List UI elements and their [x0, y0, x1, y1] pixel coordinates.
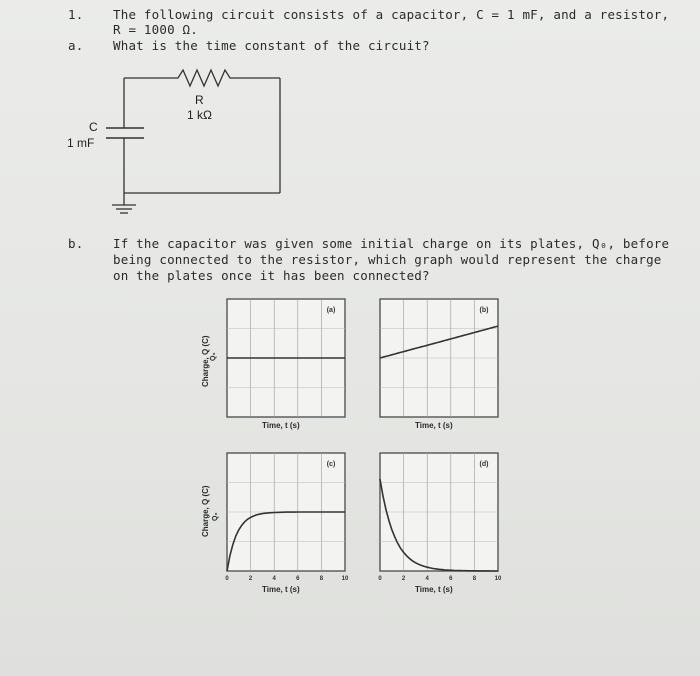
q0-label-bottom: Q₀	[212, 512, 219, 521]
question-number: 1.	[68, 7, 84, 22]
part-a-line-2: R = 1000 Ω.	[113, 22, 198, 37]
x-tick-d-10: 10	[494, 576, 502, 582]
x-tick-d-4: 4	[425, 576, 429, 582]
y-axis-label-bottom: Charge, Q (C)	[201, 485, 210, 537]
resistor-name-label: R	[195, 93, 204, 107]
part-a-label: a.	[68, 38, 84, 53]
capacitor-value-label: 1 mF	[67, 136, 95, 150]
x-axis-label-b: Time, t (s)	[415, 421, 453, 430]
resistor-value-label: 1 kΩ	[187, 108, 212, 122]
x-axis-label-d: Time, t (s)	[415, 585, 453, 594]
graph-label-a: (a)	[326, 307, 336, 314]
x-axis-label-c: Time, t (s)	[262, 585, 300, 594]
q0-label-top: Q₀	[210, 352, 217, 361]
capacitor-name-label: C	[89, 120, 98, 134]
x-tick-c-6: 6	[296, 576, 300, 582]
x-tick-d-2: 2	[401, 576, 406, 582]
x-tick-c-8: 8	[319, 576, 324, 582]
graph-label-c: (c)	[326, 461, 336, 468]
x-tick-c-10: 10	[341, 576, 349, 582]
y-axis-label-top: Charge, Q (C)	[201, 335, 210, 387]
x-tick-d-8: 8	[472, 576, 477, 582]
x-axis-label-a: Time, t (s)	[262, 421, 300, 430]
x-tick-c-0: 0	[225, 576, 229, 582]
part-b-line-3: on the plates once it has been connected?	[113, 268, 430, 283]
graph-label-d: (d)	[479, 461, 489, 468]
x-tick-d-6: 6	[449, 576, 453, 582]
part-b-line-2: being connected to the resistor, which graph would represent the charge	[113, 252, 662, 267]
graph-label-b: (b)	[479, 307, 489, 314]
part-b-line-1: If the capacitor was given some initial charge on its plates, Q₀, before	[113, 236, 670, 251]
part-b-label: b.	[68, 236, 84, 251]
part-a-line-3: What is the time constant of the circuit?	[113, 38, 430, 53]
x-tick-c-2: 2	[248, 576, 253, 582]
x-tick-c-4: 4	[272, 576, 276, 582]
x-tick-d-0: 0	[378, 576, 382, 582]
part-a-line-1: The following circuit consists of a capacitor, C = 1 mF, and a resistor,	[113, 7, 670, 22]
